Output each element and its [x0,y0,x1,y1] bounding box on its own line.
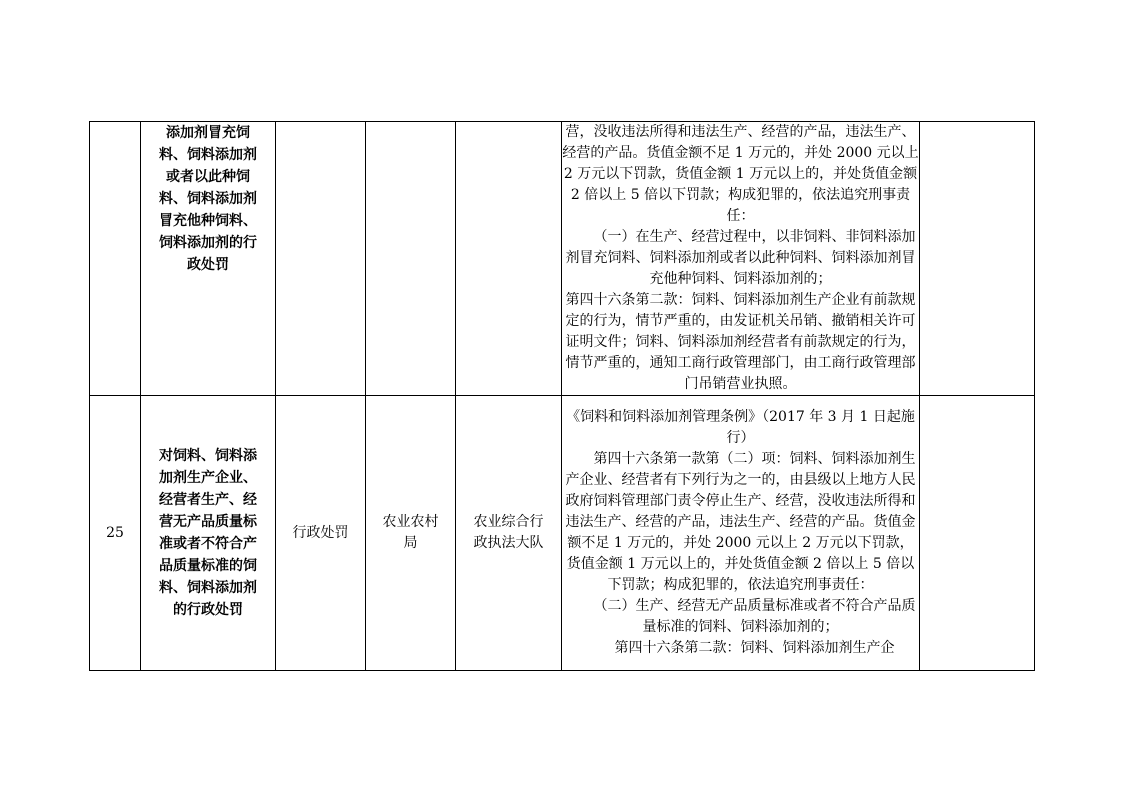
item-name-line: 料、饲料添加剂 [159,191,257,207]
item-name-line: 添加剂冒充饲 [166,125,250,141]
legal-basis-paragraph: 第四十六条第二款：饲料、饲料添加剂生产企 [614,640,895,656]
item-name-line: 饲料添加剂的行 [159,235,257,251]
table-row [90,122,1035,396]
responsible-department [366,122,456,396]
unit-line: 农业综合行 [473,514,544,530]
legal-basis-paragraph: 《饲料和饲料添加剂管理条例》（2017 年 3 月 1 日起施行） [566,409,915,446]
unit-line: 政执法大队 [473,535,544,551]
item-name-line: 经营者生产、经 [159,492,257,508]
item-name [141,396,276,671]
responsible-department [366,396,456,671]
item-name-line: 料、饲料添加剂 [159,580,257,596]
legal-basis [562,396,920,671]
item-name-line: 品质量标准的饲 [159,558,257,574]
row-number: 25 [90,396,141,671]
item-name-line: 营无产品质量标 [159,514,257,530]
legal-basis-paragraph: 营，没收违法所得和违法生产、经营的产品，违法生产、经营的产品。货值金额不足 1 万元的，并处 2000 元以上 2 万元以下罚款，货值金额 1 万元以上的，并处货值金额 2 倍以上 5 倍以下罚款；构成犯罪的，依法追究刑事责任： [562,124,919,224]
row-number [90,122,141,396]
legal-basis-paragraph: 第四十六条第一款第（二）项：饲料、饲料添加剂生产企业、经营者有下列行为之一的，由县级以上地方人民政府饲料管理部门责令停止生产、经营，没收违法所得和违法生产、经营的产品，违法生产、经营的产品。货值金额不足 1 万元的，并处 2000 元以上 2 万元以下罚款，货值金额 1 万元以上的，并处货值金额 2 倍以上 5 倍以下罚款；构成犯罪的，依法追究刑事责任： [565,451,916,593]
remark-cell [920,396,1035,671]
table-row [90,396,1035,671]
executing-unit [456,396,562,671]
legal-basis-paragraph: 第四十六条第二款：饲料、饲料添加剂生产企业有前款规定的行为，情节严重的，由发证机关吊销、撤销相关许可证明文件；饲料、饲料添加剂经营者有前款规定的行为，情节严重的，通知工商行政管理部门，由工商行政管理部门吊销营业执照。 [565,292,916,392]
item-name-line: 冒充他种饲料、 [159,213,257,229]
item-name-line: 料、饲料添加剂 [159,147,257,163]
remark-cell [920,122,1035,396]
enforcement-table [89,121,1035,671]
item-name-line: 准或者不符合产 [159,536,257,552]
legal-basis-paragraph: （一）在生产、经营过程中，以非饲料、非饲料添加剂冒充饲料、饲料添加剂或者以此种饲料、饲料添加剂冒充他种饲料、饲料添加剂的； [565,229,916,287]
item-name-line: 政处罚 [187,257,229,273]
item-name-line: 的行政处罚 [173,602,243,618]
item-name-line: 对饲料、饲料添 [159,448,257,464]
item-name [141,122,276,396]
legal-basis-paragraph: （二）生产、经营无产品质量标准或者不符合产品质量标准的饲料、饲料添加剂的； [593,598,916,635]
legal-basis [562,122,920,396]
power-type [276,122,366,396]
department-line: 农业农村 [382,514,439,530]
item-name-line: 或者以此种饲 [166,169,250,185]
executing-unit [456,122,562,396]
department-line: 局 [403,535,418,551]
item-name-line: 加剂生产企业、 [159,470,257,486]
power-type: 行政处罚 [276,396,366,671]
